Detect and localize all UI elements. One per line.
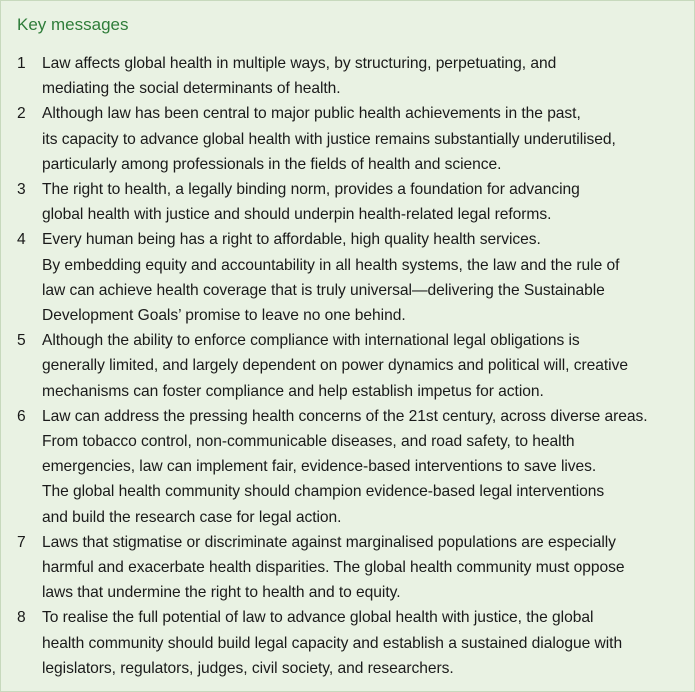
message-text-line: Every human being has a right to affordable, high quality health services. [42,231,541,249]
message-text-line: legislators, regulators, judges, civil society, and researchers. [42,659,454,677]
message-text-line: To realise the full potential of law to advance global health with justice, the global [42,609,594,627]
message-text-line: Laws that stigmatise or discriminate against marginalised populations are especially [42,533,616,551]
message-text-line: By embedding equity and accountability in all health systems, the law and the rule of [42,256,620,274]
key-message-item [17,177,678,227]
message-text-line: The right to health, a legally binding norm, provides a foundation for advancing [42,181,580,199]
message-text-line: Although the ability to enforce compliance with international legal obligations is [42,332,580,350]
message-number: 8 [17,609,26,627]
message-text-line: global health with justice and should underpin health-related legal reforms. [42,206,552,224]
message-text-line: its capacity to advance global health with justice remains substantially underutilised, [42,130,616,148]
key-message-item [17,530,678,606]
message-text-line: law can achieve health coverage that is truly universal—delivering the Sustainable [42,281,605,299]
key-message-item [17,404,678,530]
message-text-line: Law affects global health in multiple ways, by structuring, perpetuating, and [42,55,557,72]
message-number: 6 [17,407,26,425]
message-text-line: Law can address the pressing health concerns of the 21st century, across diverse areas. [42,407,648,425]
key-message-item [17,328,678,404]
message-text-line: emergencies, law can implement fair, evidence-based interventions to save lives. [42,458,597,476]
key-message-item [17,605,678,681]
message-text-line: Development Goals’ promise to leave no one behind. [42,307,406,325]
message-text-line: particularly among professionals in the fields of health and science. [42,155,502,173]
message-text-line: Although law has been central to major public health achievements in the past, [42,105,581,123]
message-text-line: health community should build legal capacity and establish a sustained dialogue with [42,634,623,652]
key-messages-list [17,51,678,681]
key-message-item [17,101,678,177]
message-number: 5 [17,332,26,350]
message-text-line: generally limited, and largely dependent on power dynamics and political will, creative [42,357,628,375]
message-text-line: mediating the social determinants of health. [42,80,341,98]
message-text-line: From tobacco control, non-communicable diseases, and road safety, to health [42,433,575,451]
message-text-line: and build the research case for legal action. [42,508,342,526]
panel-title: Key messages [17,15,129,34]
message-number: 2 [17,105,26,123]
message-text-line: laws that undermine the right to health and to equity. [42,584,401,602]
key-message-item [17,51,678,101]
message-text-line: mechanisms can foster compliance and help establish impetus for action. [42,382,544,400]
message-text-line: harmful and exacerbate health disparities. The global health community must oppose [42,559,625,577]
message-number: 4 [17,231,26,249]
key-message-item [17,227,678,328]
message-number: 1 [17,55,26,72]
message-number: 7 [17,533,26,551]
message-text-line: The global health community should champion evidence-based legal interventions [42,483,605,501]
message-number: 3 [17,181,26,199]
